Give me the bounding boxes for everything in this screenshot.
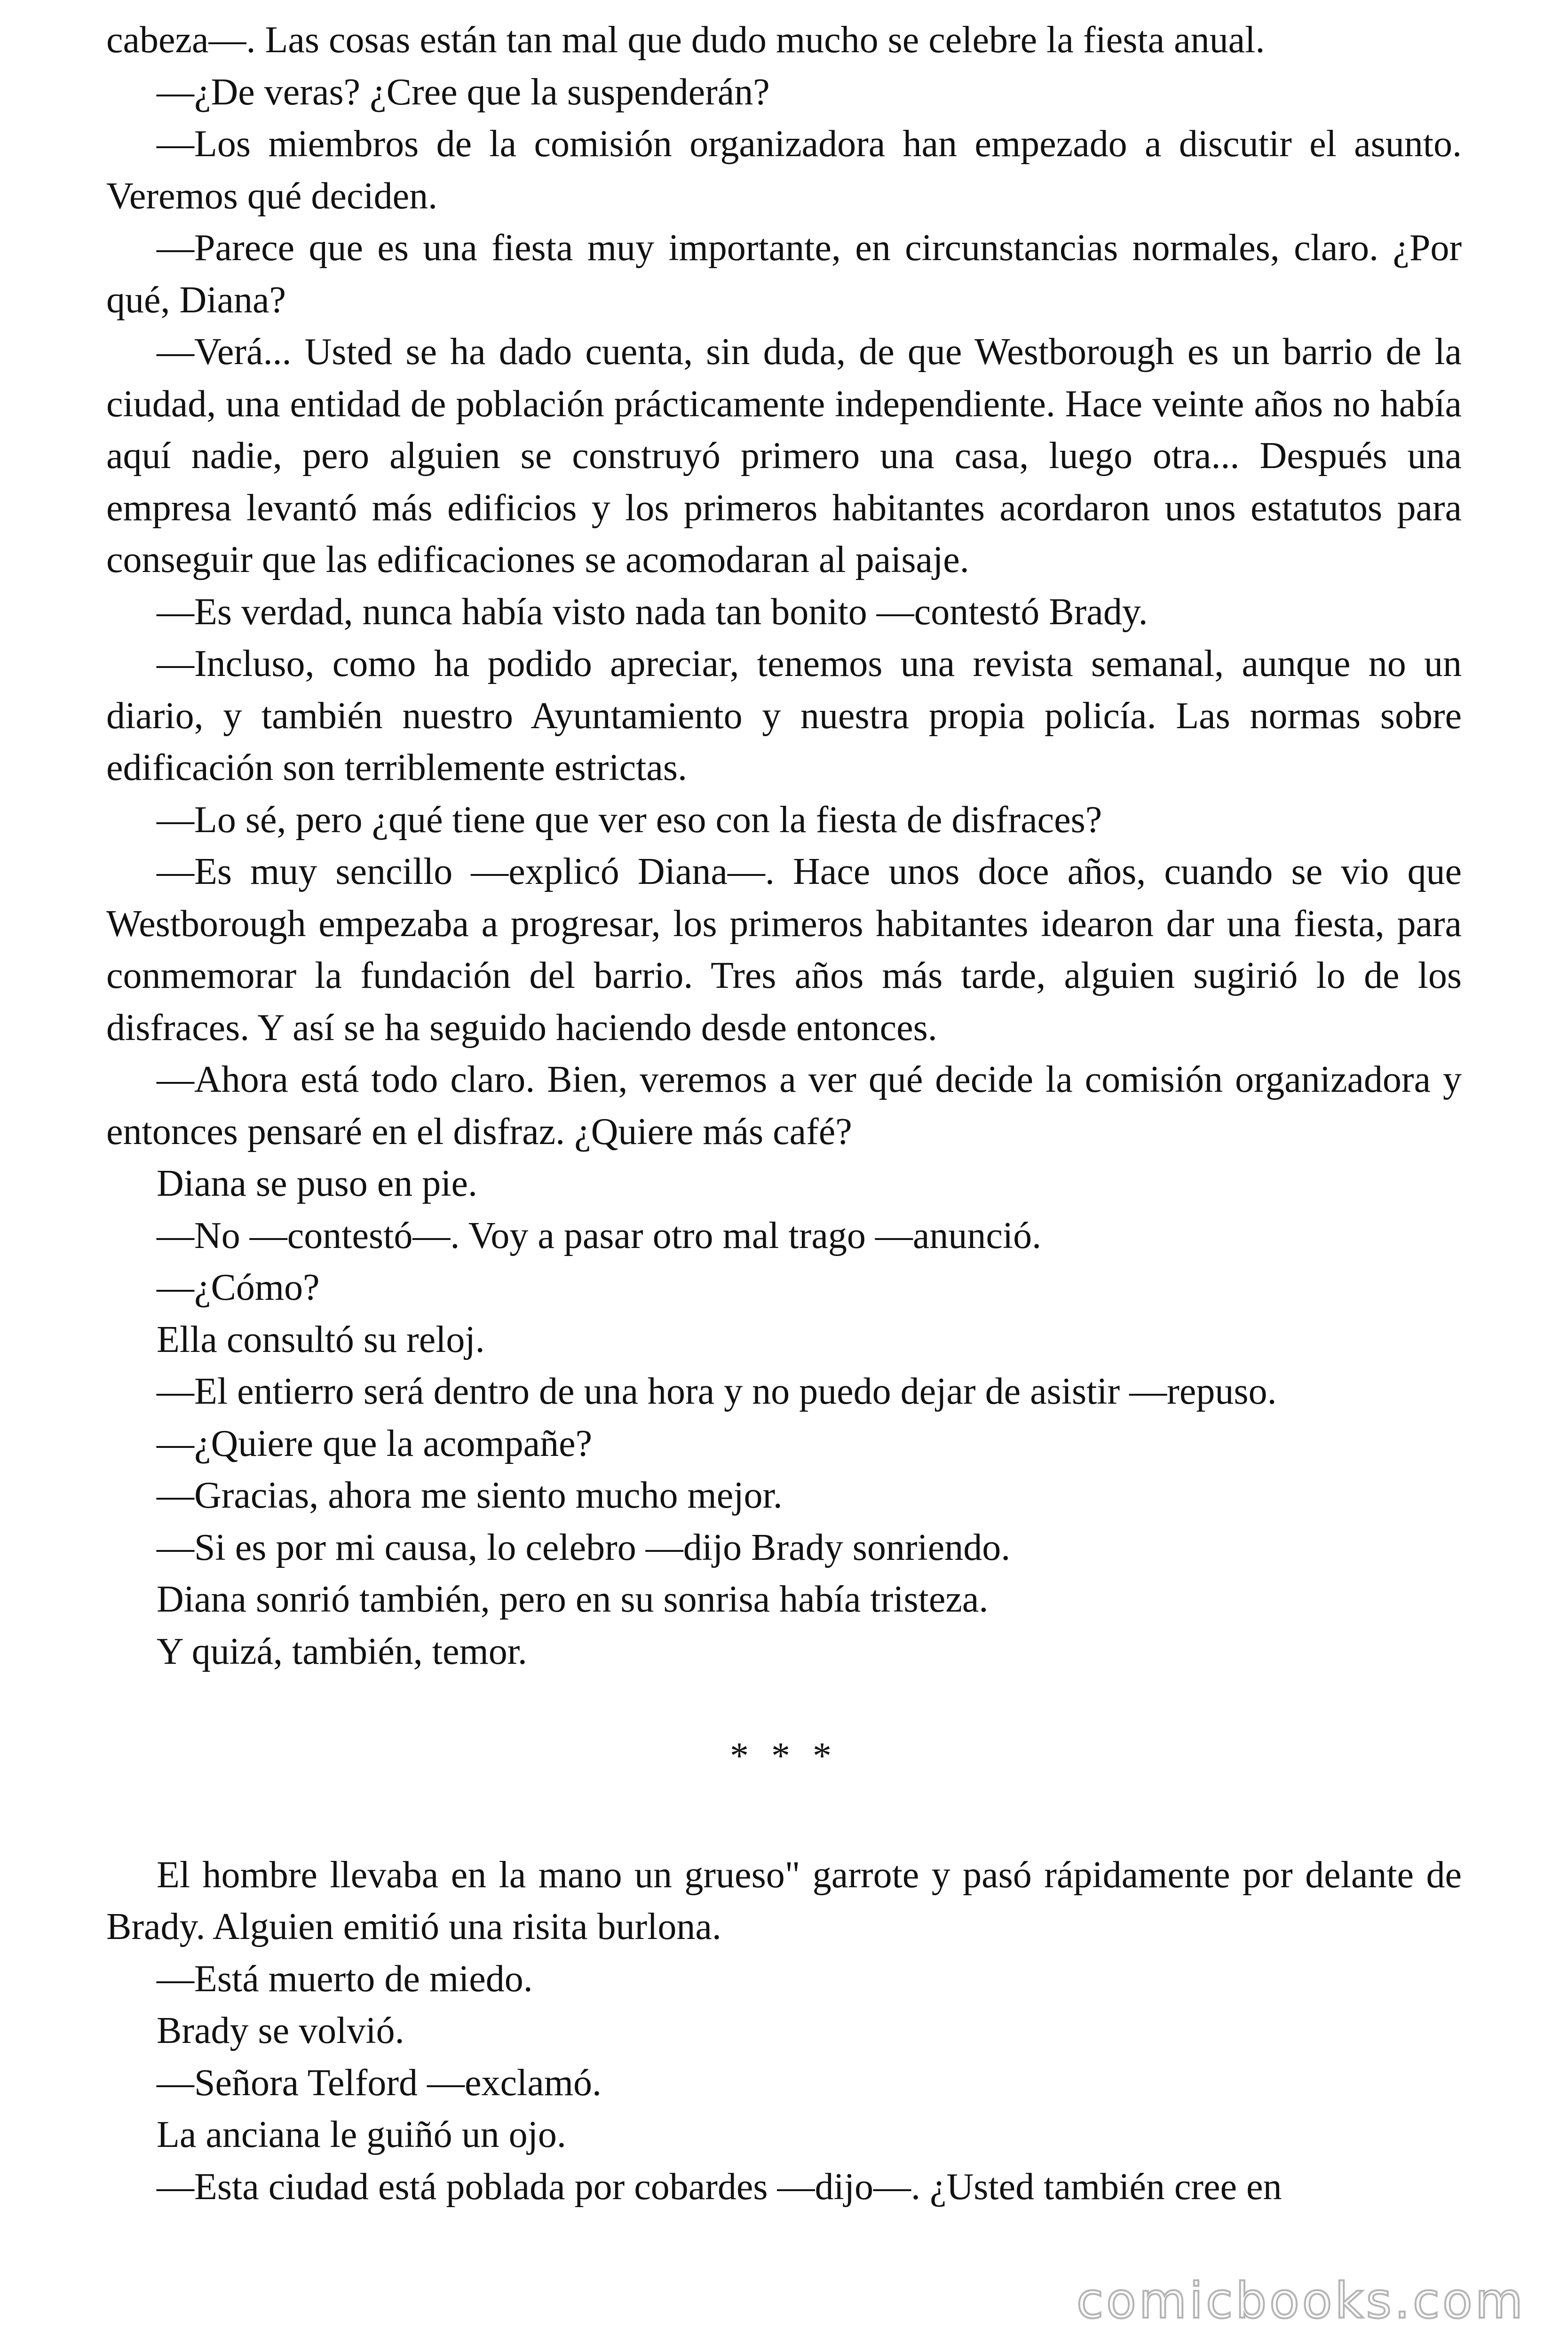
paragraph: —Está muerto de miedo.: [157, 1958, 533, 2000]
paragraph: El hombre llevaba en la mano un grueso" garrote y pasó rápidamente por delante de Brady. Alguien emitió una risita burlona.: [106, 1854, 1462, 1947]
paragraph: —No —contestó—. Voy a pasar otro mal trago —anunció.: [157, 1215, 1042, 1256]
paragraph: cabeza—. Las cosas están tan mal que dudo mucho se celebre la fiesta anual.: [106, 19, 1265, 61]
paragraph: Diana se puso en pie.: [157, 1163, 478, 1204]
paragraph: —Los miembros de la comisión organizadora han empezado a discutir el asunto. Veremos qué deciden.: [106, 123, 1462, 217]
book-page: [106, 14, 1462, 2213]
section-separator: * * *: [730, 1735, 838, 1777]
paragraph: —Señora Telford —exclamó.: [157, 2062, 602, 2104]
paragraph: Diana sonrió también, pero en su sonrisa había tristeza.: [157, 1579, 989, 1620]
paragraph: —Ahora está todo claro. Bien, veremos a ver qué decide la comisión organizadora y entonces pensaré en el disfraz. ¿Quiere más café?: [106, 1059, 1462, 1152]
paragraph: —Incluso, como ha podido apreciar, tenemos una revista semanal, aunque no un diario, y también nuestro Ayuntamiento y nuestra propia policía. Las normas sobre edificación son terriblemente estrictas.: [106, 643, 1462, 788]
paragraph: —Esta ciudad está poblada por cobardes —dijo—. ¿Usted también cree en: [157, 2166, 1282, 2208]
watermark: comicbooks.com: [1076, 2272, 1526, 2329]
paragraph: —El entierro será dentro de una hora y no puedo dejar de asistir —repuso.: [157, 1371, 1277, 1412]
paragraph: —Lo sé, pero ¿qué tiene que ver eso con la fiesta de disfraces?: [157, 799, 1102, 841]
paragraph: —Verá... Usted se ha dado cuenta, sin duda, de que Westborough es un barrio de la ciudad, una entidad de población prácticamente independiente. Hace veinte años no había aquí nadie, pero alguien se construyó primero una casa, luego otra... Después una empresa levantó más edificios y los primeros habitantes acordaron unos estatutos para conseguir que las edificaciones se acomodaran al paisaje.: [106, 331, 1462, 580]
paragraph: —Es muy sencillo —explicó Diana—. Hace unos doce años, cuando se vio que Westborough empezaba a progresar, los primeros habitantes idearon dar una fiesta, para conmemorar la fundación del barrio. Tres años más tarde, alguien sugirió lo de los disfraces. Y así se ha seguido haciendo desde entonces.: [106, 851, 1462, 1049]
paragraph: Brady se volvió.: [157, 2010, 404, 2051]
paragraph: —Si es por mi causa, lo celebro —dijo Brady sonriendo.: [157, 1526, 1011, 1568]
paragraph: —¿De veras? ¿Cree que la suspenderán?: [157, 71, 770, 113]
paragraph: Ella consultó su reloj.: [157, 1319, 485, 1360]
paragraph: —Gracias, ahora me siento mucho mejor.: [157, 1475, 783, 1516]
paragraph: Y quizá, también, temor.: [157, 1630, 527, 1672]
paragraph: —¿Quiere que la acompañe?: [157, 1422, 593, 1464]
paragraph: —Parece que es una fiesta muy importante, en circunstancias normales, claro. ¿Por qué, Diana?: [106, 227, 1462, 321]
paragraph: —Es verdad, nunca había visto nada tan bonito —contestó Brady.: [157, 591, 1148, 633]
paragraph: La anciana le guiñó un ojo.: [157, 2114, 566, 2155]
paragraph: —¿Cómo?: [157, 1267, 320, 1308]
